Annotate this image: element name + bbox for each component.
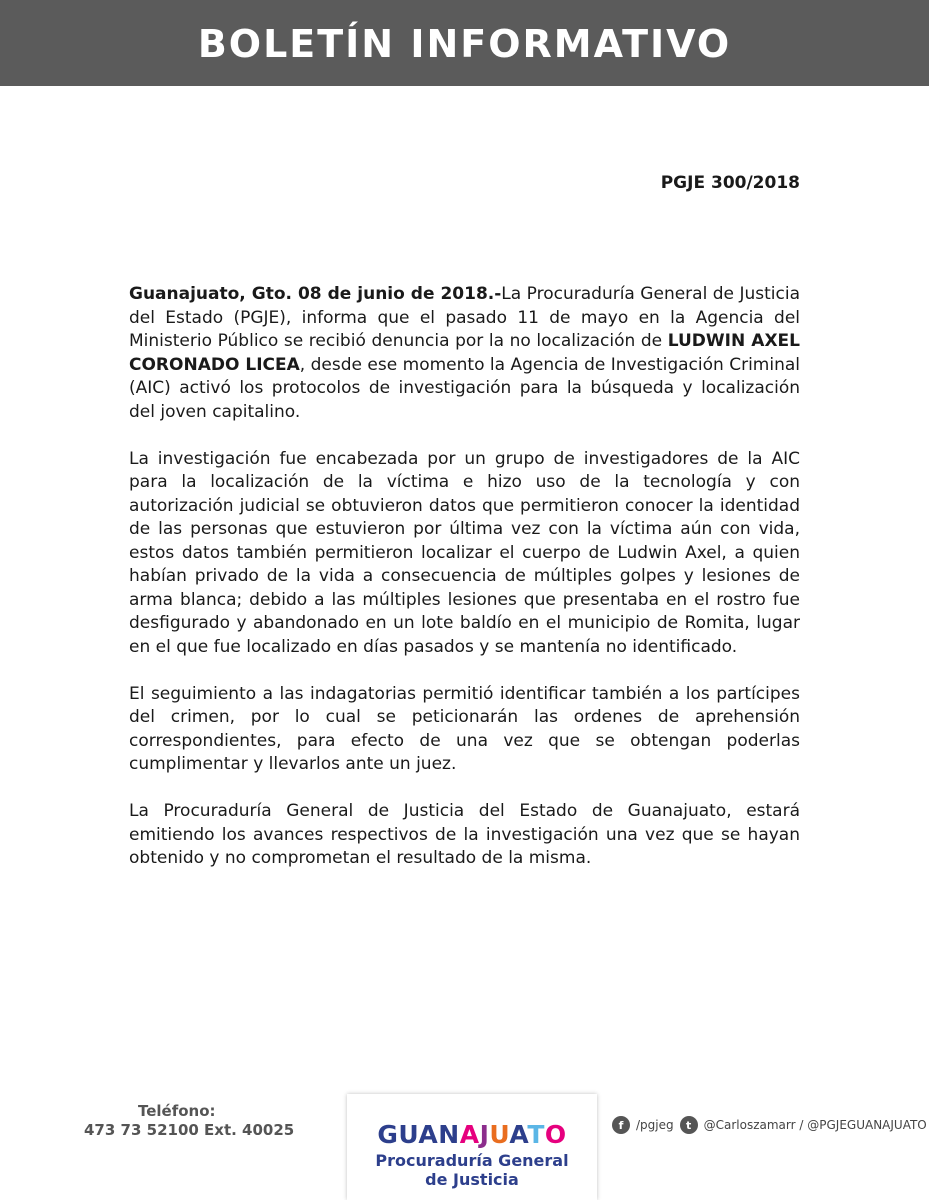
logo-letter: U <box>398 1120 419 1149</box>
logo-letter: J <box>479 1120 490 1149</box>
logo-wordmark <box>347 1120 597 1149</box>
paragraph-4: La Procuraduría General de Justicia del Estado de Guanajuato, estará emitiendo los avances respectivos de la investigación una vez que se hayan obtenido y no comprometan el resultado de la misma. <box>129 801 800 868</box>
paragraph-1-text-b: , desde ese momento la Agencia de Investigación Criminal (AIC) activó los protocolos de investigación para la búsqueda y localización del joven capitalino. <box>129 354 800 422</box>
facebook-handle[interactable]: /pgjeg <box>636 1118 674 1132</box>
logo-letter: G <box>377 1120 399 1149</box>
document-number: PGJE 300/2018 <box>660 173 800 193</box>
dateline: Guanajuato, Gto. 08 de junio de 2018.- <box>129 284 502 304</box>
logo-subtitle-line-1: Procuraduría General <box>375 1151 569 1170</box>
guanajuato-logo <box>347 1094 597 1200</box>
footer-phone <box>84 1102 294 1140</box>
logo-letter: A <box>459 1120 480 1149</box>
phone-label: Teléfono: <box>138 1102 216 1120</box>
logo-letter: O <box>544 1120 567 1149</box>
facebook-icon[interactable]: f <box>612 1116 630 1134</box>
paragraph-3: El seguimiento a las indagatorias permitió identificar también a los partícipes del crimen, por lo cual se peticionarán las ordenes de aprehensión correspondientes, para efecto de una vez que se obtengan poderlas cumplimentar y llevarlos ante un juez. <box>129 683 800 774</box>
paragraph-1 <box>129 283 800 424</box>
logo-letter: A <box>509 1120 528 1149</box>
logo-letter: U <box>489 1120 510 1149</box>
paragraph-2: La investigación fue encabezada por un grupo de investigadores de la AIC para la localización de la víctima e hizo uso de la tecnología y con autorización judicial se obtuvieron datos que permitieron conocer la identidad de las personas que estuvieron por última vez con la víctima aún con vida, estos datos también permitieron localizar el cuerpo de Ludwin Axel, a quien habían privado de la vida a consecuencia de múltiples golpes y lesiones de arma blanca; debido a las múltiples lesiones que presentaba en el rostro fue desfigurado y abandonado en un lote baldío en el municipio de Romita, lugar en el que fue localizado en días pasados y se mantenía no identificado. <box>129 448 800 657</box>
bulletin-title: BOLETÍN INFORMATIVO <box>197 22 732 66</box>
victim-name: LUDWIN AXEL CORONADO LICEA <box>129 331 800 375</box>
paragraph-1-text-a: La Procuraduría General de Justicia del Estado (PGJE), informa que el pasado 11 de mayo en la Agencia del Ministerio Público se recibió denuncia por la no localización de <box>129 284 801 351</box>
logo-letter: T <box>527 1120 545 1149</box>
logo-letter: A <box>418 1120 439 1149</box>
twitter-icon[interactable]: t <box>680 1116 698 1134</box>
twitter-handles[interactable]: @Carloszamarr / @PGJEGUANAJUATO <box>703 1118 927 1132</box>
phone-number: 473 73 52100 Ext. 40025 <box>84 1121 295 1139</box>
bulletin-body <box>129 283 800 894</box>
logo-letter: N <box>438 1120 460 1149</box>
logo-subtitle <box>347 1151 597 1189</box>
logo-subtitle-line-2: de Justicia <box>425 1170 519 1189</box>
social-links <box>612 1115 927 1135</box>
header-bar <box>0 0 929 86</box>
